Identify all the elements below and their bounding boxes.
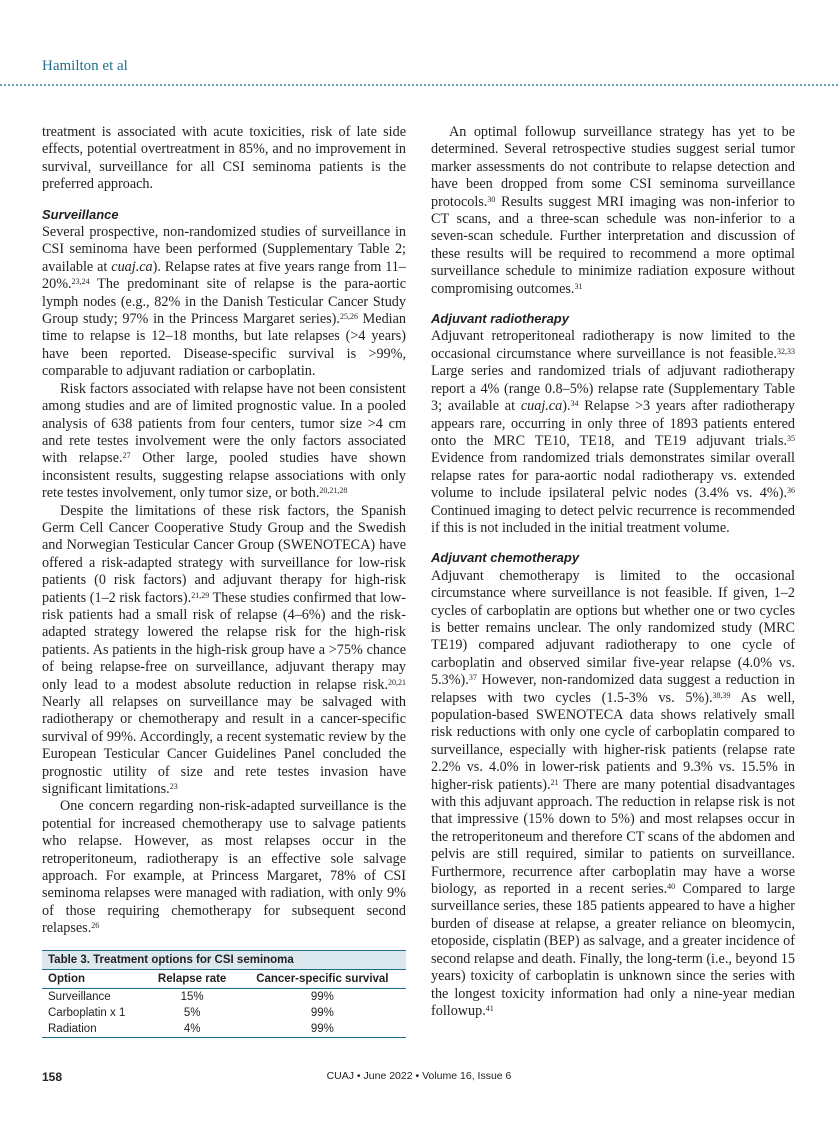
table-cell: Radiation — [42, 1021, 146, 1038]
citation-ref: 31 — [574, 281, 583, 291]
table-cell: Surveillance — [48, 991, 111, 1003]
table-cell: 15% — [180, 991, 204, 1003]
section-heading-adjuvant-chemotherapy: Adjuvant chemotherapy — [431, 550, 580, 566]
column-header: Relapse rate — [146, 970, 239, 989]
text-run: Adjuvant retroperitoneal radiotherapy is now limited to the occasional circumstance where surveillance is not feasible. — [431, 328, 795, 362]
table-cell: 5% — [183, 1007, 201, 1019]
paragraph — [431, 124, 795, 298]
citation-ref: 35 — [787, 433, 795, 443]
text-run: As well, population-based SWENOTECA data shows relatively small risk reductions with only one cycle of carboplatin compared to surveillance, especially with higher-risk patients (relapse rate 2.2% vs. 4.0% in lower-risk patients and 9.3% vs. 15.5% in higher-risk patients). — [431, 689, 795, 793]
left-column — [42, 124, 406, 938]
text-run: An optimal followup surveillance strategy has yet to be determined. Several retrospective studies suggest serial tumor marker assessments do not contribute to relapse detection and have been dropped from some CSI seminoma surveillance protocols. — [431, 124, 795, 210]
text-run: Several prospective, non-randomized studies of surveillance in CSI seminoma have been performed (Supplementary Table 2; available at — [42, 224, 406, 275]
table-cell: 99% — [310, 1007, 334, 1019]
header-divider — [0, 84, 838, 86]
right-column — [431, 124, 795, 1020]
section-heading-adjuvant-radiotherapy: Adjuvant radiotherapy — [431, 311, 569, 327]
table-row — [42, 1005, 406, 1021]
paragraph — [42, 381, 406, 503]
table-cell: Carboplatin x 1 — [48, 1007, 126, 1019]
citation-ref: 20,21,28 — [319, 486, 348, 496]
text-run: However, non-randomized data suggest a reduction in relapses with two cycles (1.5-3% vs. 5%). — [431, 672, 795, 706]
column-header: Option — [42, 970, 146, 989]
cuaj-link[interactable]: cuaj.ca — [520, 398, 563, 415]
text-run: There are many potential disadvantages with this adjuvant approach. The reduction in relapse risk is not that impressive (15% down to 5%) and most relapses occur in the retroperitoneum and therefore CT scans of the abdomen and pelvis are still required, similar to patients on surveillance. Furthermore, recurrence after carboplatin may have a worse biology, as reported in a recent series. — [431, 776, 795, 898]
paragraph — [42, 503, 406, 799]
page-number: 158 — [42, 1070, 63, 1084]
citation-ref: 32,33 — [777, 346, 795, 356]
column-header: Cancer-specific survival — [239, 970, 406, 989]
paragraph: treatment is associated with acute toxicities, risk of late side effects, potential overtreatment in 85%, and no improvement in survival, surveillance for all CSI seminoma patients is the preferred approach. — [42, 124, 406, 193]
table-cell: 4% — [146, 1021, 239, 1038]
citation-ref: 21,29 — [191, 590, 210, 600]
paragraph — [431, 568, 795, 1021]
paragraph — [431, 328, 795, 537]
text-run: Nearly all relapses on surveillance may be salvaged with radiotherapy or chemotherapy and result in a cancer-specific survival of 99%. Accordingly, a recent systematic review by the European Testicular Cancer Guidelines Panel concluded the prognostic utility of size and rete testes invasion have significant limitations. — [42, 694, 406, 798]
cuaj-link[interactable]: cuaj.ca — [111, 258, 153, 275]
table-cell: 99% — [239, 1021, 406, 1038]
citation-ref: 27 — [122, 451, 131, 461]
table-cell: 99% — [310, 991, 334, 1003]
text-run: Despite the limitations of these risk factors, the Spanish Germ Cell Cancer Cooperative Study Group and the Swedish and Norwegian Testicular Cancer Group (SWENOTECA) have offered a risk-adapted strategy with surveillance for low-risk patients (0 risk factors) and adjuvant therapy for high-risk patients (1–2 risk factors). — [42, 502, 406, 606]
table — [42, 969, 406, 1038]
citation-ref: 20,21 — [388, 677, 406, 687]
text-run: Relapse >3 years after radiotherapy appears rare, occurring in only three of 1893 patients entered onto the MRC TE10, TE18, and TE19 adjuvant trials. — [431, 398, 795, 449]
text-run: The predominant site of relapse is the para-aortic lymph nodes (e.g., 82% in the Danish Testicular Cancer Study Group study; 97% in the Princess Margaret series). — [42, 276, 406, 328]
text-run: These studies confirmed that low-risk patients had a small risk of relapse (4–6%) and the risk-adapted strategy lowered the relapse risk for the high-risk patients. As patients in the high-risk group have a >75% chance of being relapse-free on surveillance, adjuvant therapy may only lead to a modest absolute reduction in relapse risk. — [42, 589, 406, 693]
text-run: Median time to relapse is 12–18 months, but late relapses (>4 years) have been reported. Disease-specific survival is >99%, comparable to adjuvant radiation or carboplatin. — [42, 311, 406, 380]
text-run: ). — [562, 398, 571, 415]
paragraph — [42, 798, 406, 937]
text-run: Adjuvant chemotherapy is limited to the occasional circumstance where surveillance is not feasible. If given, 1–2 cycles of carboplatin are options but whether one or two cycles is better remains unclear. The only randomized study (MRC TE19) compared adjuvant radiotherapy to one cycle of carboplatin and observed similar five-year relapse (4.0% vs. 5.3%). — [431, 567, 795, 689]
citation-ref: 36 — [787, 486, 795, 496]
citation-ref: 41 — [485, 1003, 494, 1013]
citation-ref: 37 — [468, 673, 477, 683]
section-heading-surveillance: Surveillance — [42, 206, 119, 222]
citation-ref: 21 — [550, 777, 559, 787]
citation-ref: 25,26 — [339, 312, 358, 322]
text-run: One concern regarding non-risk-adapted surveillance is the potential for increased chemotherapy use to salvage patients who relapse. However, as most relapses occur in the retroperitoneum, radiotherapy is an effective sole salvage approach. For example, at Princess Margaret, 78% of CSI seminoma relapses were managed with radiation, with only 9% of those requiring chemotherapy for subsequent second relapses. — [42, 798, 406, 937]
text-run: Large series and randomized trials of adjuvant radiotherapy report a 4% (range 0.8–5%) relapse rate (Supplementary Table 3; available at — [431, 363, 795, 415]
treatment-options-table — [42, 950, 406, 1038]
table-row — [42, 1021, 406, 1038]
running-header-author: Hamilton et al — [42, 58, 128, 74]
citation-ref: 30 — [487, 194, 496, 204]
text-run: Continued imaging to detect pelvic recurrence is recommended if this is not included in the initial treatment volume. — [431, 502, 795, 536]
text-run: Evidence from randomized trials demonstrates similar overall relapse rates for para-aortic nodal radiotherapy vs. extended volume to include ipsilateral pelvic nodes (3.4% vs. 4%). — [431, 450, 795, 502]
citation-ref: 40 — [667, 882, 676, 892]
citation-ref: 38,39 — [712, 690, 731, 700]
table-row — [42, 989, 406, 1006]
citation-ref: 34 — [570, 399, 579, 409]
text-run: Compared to large surveillance series, these 185 patients appeared to have a higher burden of disease at relapse, a greater reliance on bleomycin, etoposide, cisplatin (BEP) as salvage, and a greater incidence of second relapse and death. Finally, the long-term (i.e., beyond 15 years) toxicity of carboplatin is unknown since the series with the longest toxicity information had only a nine-year median followup. — [431, 881, 795, 1019]
table-title: Table 3. Treatment options for CSI seminoma — [42, 950, 406, 969]
text-run: ). Relapse rates at five years range from 11–20%. — [42, 258, 406, 293]
table-header-row — [42, 970, 406, 989]
text-run: Results suggest MRI imaging was non-inferior to CT scans, and a three-scan schedule was non-inferior to a seven-scan schedule. Further interpretation and discussion of these results will be required to recommend a more optimal surveillance schedule to minimize radiation exposure without compromising outcomes. — [431, 193, 795, 297]
citation-ref: 23,24 — [71, 277, 90, 287]
citation-ref: 26 — [91, 921, 100, 931]
text-run: Other large, pooled studies have shown inconsistent results, suggesting relapse associations with only rete testes involvement, only tumor size, or both. — [42, 450, 406, 502]
text-run: Risk factors associated with relapse have not been consistent among studies and are of limited prognostic value. In a pooled analysis of 638 patients from four centers, tumor size >4 cm and rete testes involvement were the only factors associated with relapse. — [42, 380, 406, 467]
journal-footer: CUAJ • June 2022 • Volume 16, Issue 6 — [326, 1070, 512, 1082]
paragraph — [42, 224, 406, 381]
citation-ref: 23 — [169, 782, 178, 792]
